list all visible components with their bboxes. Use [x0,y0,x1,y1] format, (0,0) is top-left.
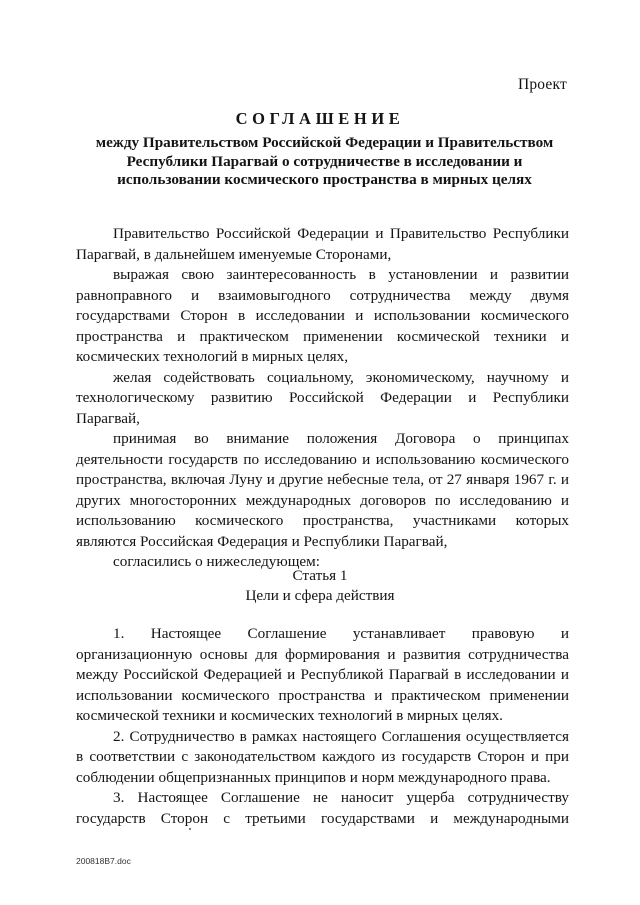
article-number: Статья 1 [292,567,348,584]
draft-label: Проект [517,76,567,93]
preamble [76,224,569,573]
document-subtitle [80,134,569,190]
article-title: Цели и сфера действия [245,586,395,604]
article-heading [0,566,640,605]
preamble-paragraph: согласились о нижеследующем: [113,553,321,570]
preamble-paragraph: желая содействовать социальному, экономическому, научному и технологическому развитию Российской Федерации и Республики Парагвай, [76,368,569,427]
footer-file-name: 200818В7.doc [76,856,131,866]
preamble-paragraph: принимая во внимание положения Договора о принципах деятельности государств по исследованию и использованию космического пространства, включая Луну и другие небесные тела, от 27 января 1967 г. и других многосторонних международных договоров по исследованию и использованию космического пространства, участниками которых являются Российская Федерация и Республики Парагвай, [76,430,569,550]
preamble-paragraph: Правительство Российской Федерации и Правительство Республики Парагвай, в дальнейшем именуемые Сторонами, [76,225,569,263]
preamble-paragraph: выражая свою заинтересованность в установлении и развитии равноправного и взаимовыгодного сотрудничества между двумя государствами Сторон в исследовании и использовании космического пространства и практическом применении космической техники и космических технологий в мирных целях, [76,266,569,365]
article-paragraph: 3. Настоящее Соглашение не наносит ущерба сотрудничеству государств Сторон с третьими государствами и международными [76,789,569,827]
subtitle-line: использовании космического пространства в мирных целях [117,171,532,188]
subtitle-line: между Правительством Российской Федерации и Правительством [95,134,554,151]
scan-speck [189,828,191,830]
article-body [76,624,569,829]
subtitle-line: Республики Парагвай о сотрудничестве в исследовании и [126,152,523,170]
article-paragraph: 1. Настоящее Соглашение устанавливает правовую и организационную основы для формирования и развития сотрудничества между Российской Федерацией и Республикой Парагвай в исследовании и использовании космического пространства и практическом применении космической техники и космических технологий в мирных целях. [76,625,569,724]
article-paragraph: 2. Сотрудничество в рамках настоящего Соглашения осуществляется в соответствии с законодательством каждого из государств Сторон и при соблюдении общепризнанных принципов и норм международного права. [76,727,569,786]
document-title: СОГЛАШЕНИЕ [235,109,405,128]
